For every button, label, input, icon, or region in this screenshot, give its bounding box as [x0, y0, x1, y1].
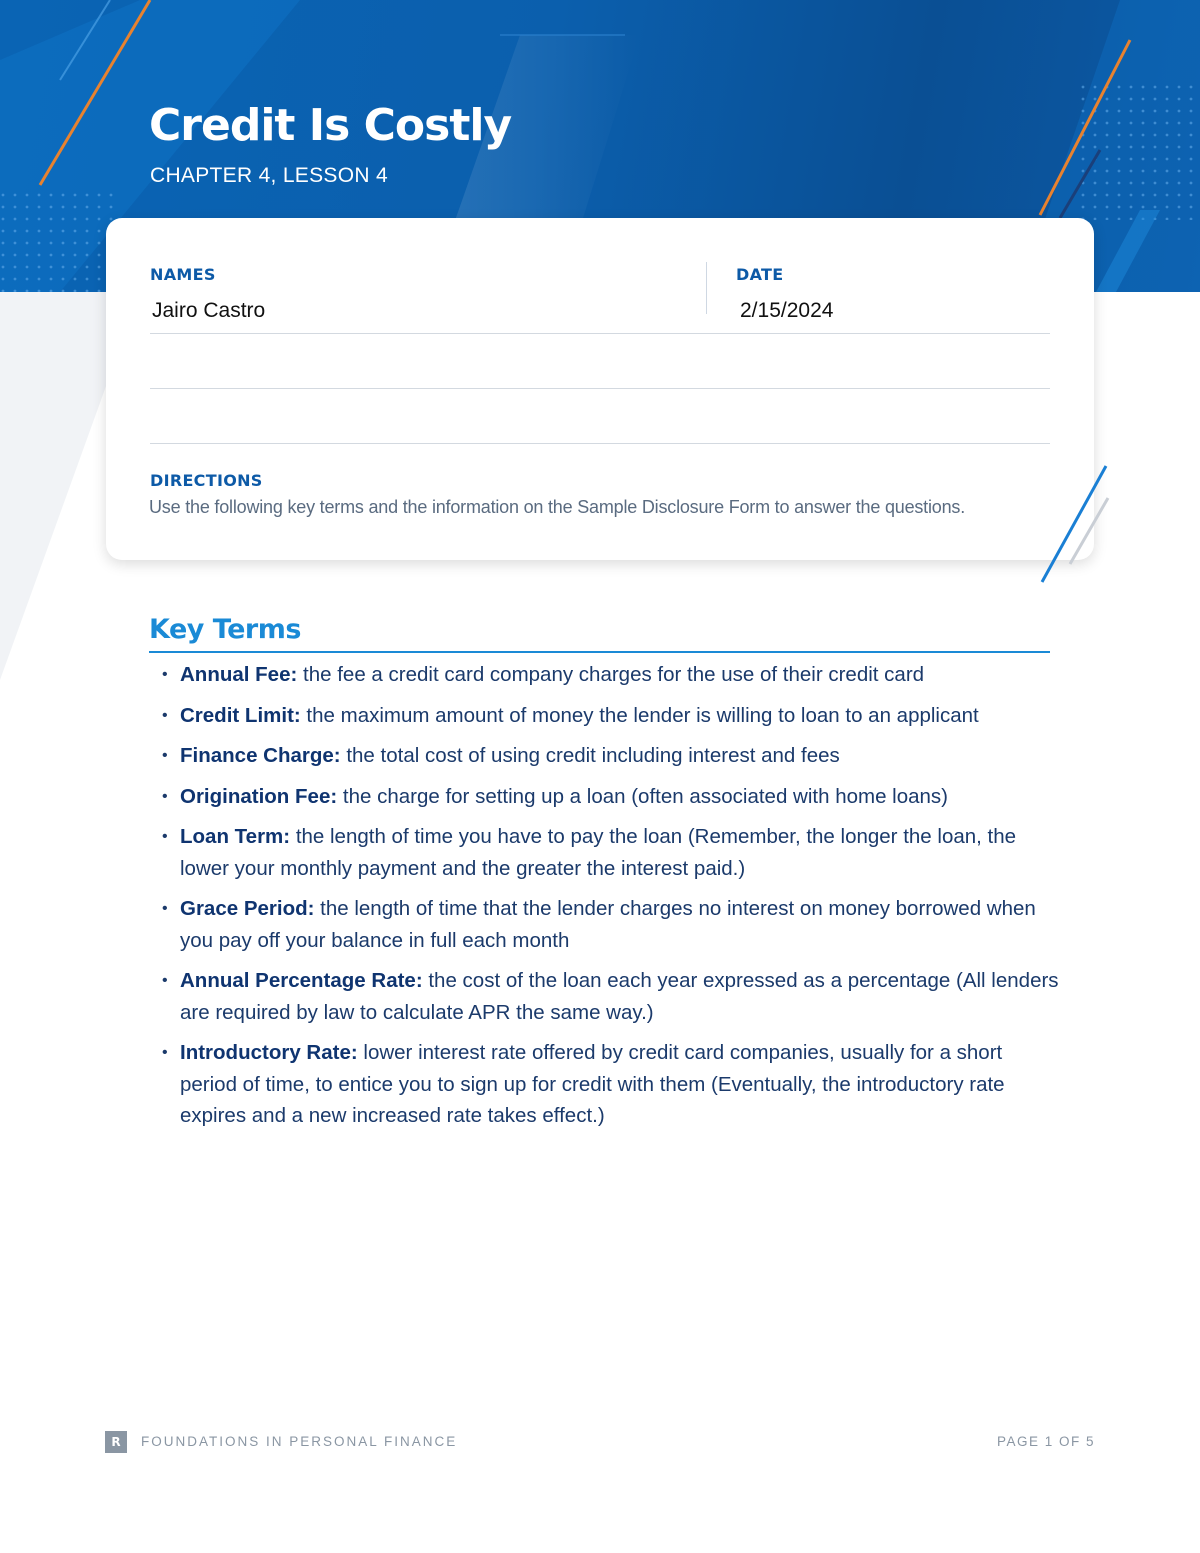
- key-term-item: [160, 893, 1060, 956]
- term-definition: lower interest rate offered by credit card companies, usually for a short period of time, to entice you to sign up for credit with them (Eventually, the introductory rate expires and a new increased rate takes effect.): [180, 1041, 1005, 1127]
- names-field[interactable]: Jairo Castro: [152, 299, 266, 322]
- term-definition: the maximum amount of money the lender is willing to loan to an applicant: [306, 703, 979, 727]
- key-terms-rule: [149, 651, 1050, 653]
- term-definition: the charge for setting up a loan (often associated with home loans): [342, 784, 949, 808]
- key-terms-list: [160, 659, 1060, 1141]
- ramsey-logo-icon: R: [105, 1431, 127, 1453]
- term-definition: the length of time you have to pay the loan (Remember, the longer the loan, the lower your monthly payment and the greater the interest paid.): [180, 825, 1017, 880]
- term-definition: the fee a credit card company charges for the use of their credit card: [303, 663, 925, 686]
- bullet-icon: •: [162, 1044, 168, 1061]
- term-name: Annual Fee:: [180, 663, 298, 686]
- term-name: Annual Percentage Rate:: [180, 969, 423, 992]
- term-name: Origination Fee:: [180, 784, 338, 808]
- info-card: [106, 218, 1094, 560]
- term-definition: the cost of the loan each year expressed as a percentage (All lenders are required by law to calculate APR the same way.): [180, 969, 1059, 1024]
- term-name: Credit Limit:: [180, 703, 301, 727]
- bullet-icon: •: [162, 706, 168, 724]
- term-name: Finance Charge:: [180, 744, 341, 767]
- key-term-item: [160, 965, 1060, 1028]
- term-name: Loan Term:: [180, 825, 291, 848]
- term-definition: the length of time that the lender charges no interest on money borrowed when you pay off your balance in full each month: [180, 897, 1036, 952]
- names-line-2[interactable]: [150, 388, 1050, 389]
- names-line-1[interactable]: [150, 333, 1050, 334]
- directions-label: DIRECTIONS: [150, 471, 263, 490]
- bullet-icon: •: [162, 666, 168, 683]
- page-title: Credit Is Costly: [149, 100, 512, 151]
- bullet-icon: •: [162, 900, 168, 917]
- bullet-icon: •: [162, 747, 168, 764]
- term-name: Grace Period:: [180, 897, 315, 920]
- key-term-item: [160, 740, 1060, 772]
- field-divider: [706, 262, 707, 314]
- key-terms-heading: Key Terms: [149, 614, 301, 645]
- footer-course-name: FOUNDATIONS IN PERSONAL FINANCE: [141, 1434, 458, 1449]
- bullet-icon: •: [162, 787, 168, 805]
- directions-text: Use the following key terms and the information on the Sample Disclosure Form to answer the questions.: [149, 497, 966, 517]
- names-label: NAMES: [150, 265, 216, 284]
- key-term-item: [160, 821, 1060, 884]
- key-term-item: [160, 781, 1060, 813]
- key-term-item: [160, 1037, 1060, 1132]
- card-accent-lines: [1030, 460, 1120, 590]
- chapter-lesson-subtitle: CHAPTER 4, LESSON 4: [150, 164, 388, 187]
- term-definition: the total cost of using credit including interest and fees: [346, 744, 840, 767]
- key-term-item: [160, 659, 1060, 691]
- key-term-item: [160, 700, 1060, 732]
- bullet-icon: •: [162, 828, 168, 845]
- page-number: PAGE 1 OF 5: [996, 1434, 1095, 1449]
- term-name: Introductory Rate:: [180, 1041, 358, 1064]
- names-line-3[interactable]: [150, 443, 1050, 444]
- date-label: DATE: [736, 265, 784, 284]
- bullet-icon: •: [162, 972, 168, 989]
- date-field[interactable]: 2/15/2024: [740, 299, 834, 322]
